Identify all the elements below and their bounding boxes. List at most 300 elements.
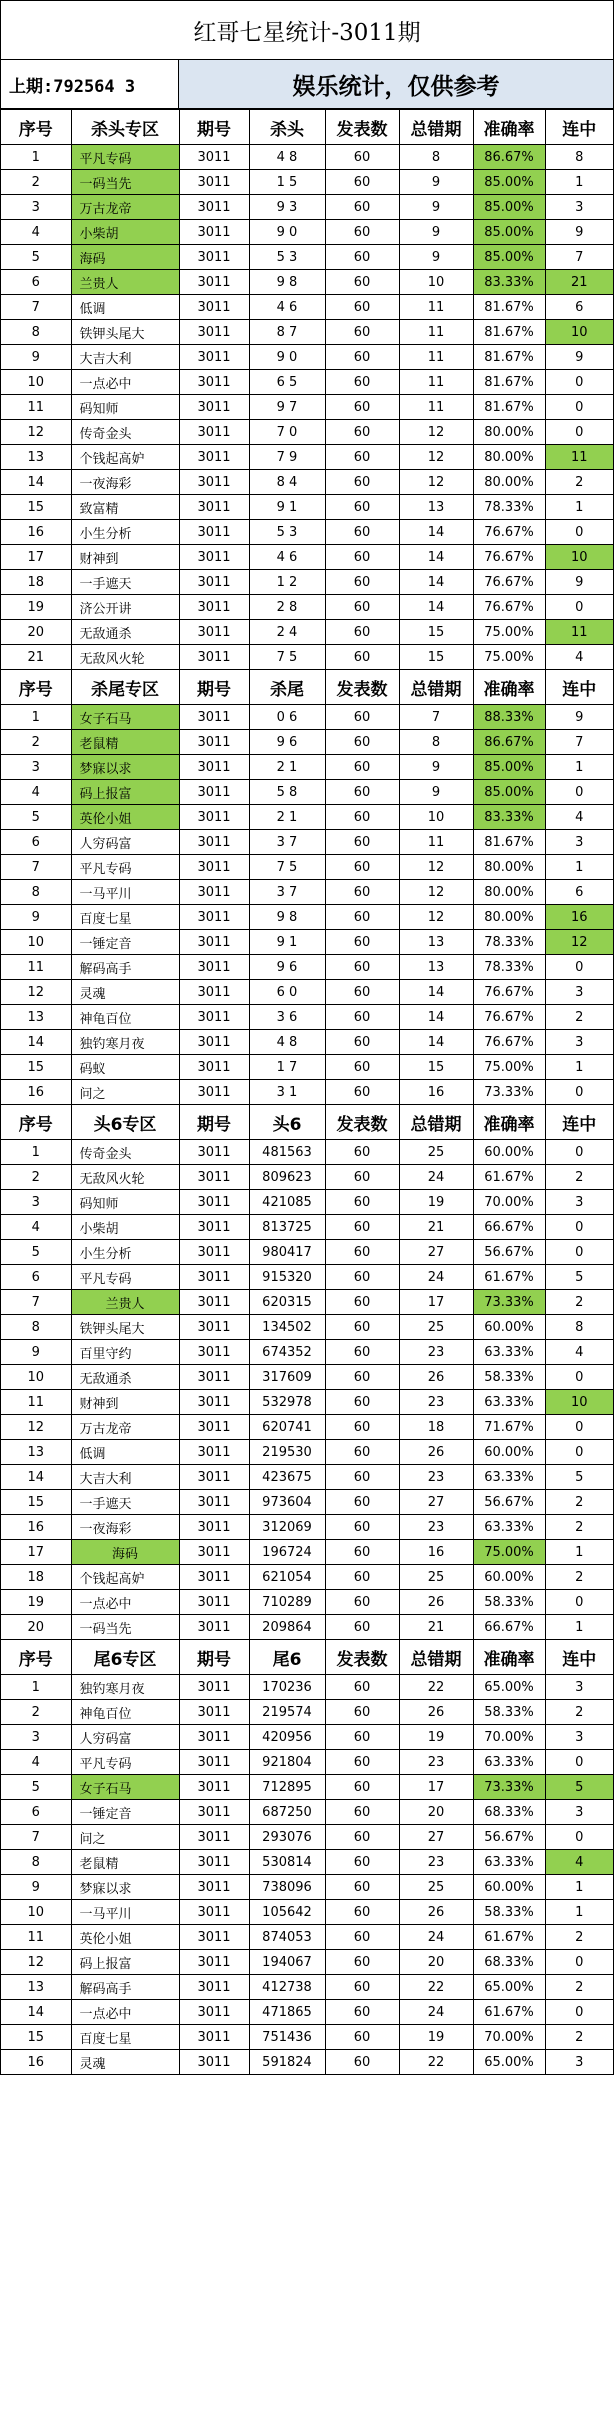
cell-rate: 75.00% — [473, 1540, 545, 1565]
table-row — [1, 1080, 613, 1105]
cell-name: 英伦小姐 — [71, 1925, 179, 1950]
cell-miss: 12 — [399, 905, 473, 930]
cell-streak: 6 — [545, 880, 613, 905]
cell-name: 一马平川 — [71, 880, 179, 905]
cell-value: 620741 — [249, 1415, 325, 1440]
cell-count: 60 — [325, 145, 399, 170]
table-row — [1, 955, 613, 980]
header-issue: 期号 — [179, 670, 249, 705]
cell-miss: 12 — [399, 470, 473, 495]
cell-value: 9 0 — [249, 345, 325, 370]
cell-name: 大吉大利 — [71, 1465, 179, 1490]
cell-value: 170236 — [249, 1675, 325, 1700]
cell-name: 小柴胡 — [71, 220, 179, 245]
header-index: 序号 — [1, 1105, 71, 1140]
cell-miss: 15 — [399, 620, 473, 645]
cell-issue: 3011 — [179, 1615, 249, 1640]
cell-streak: 10 — [545, 1390, 613, 1415]
cell-value: 3 7 — [249, 880, 325, 905]
cell-index: 5 — [1, 1775, 71, 1800]
table-row — [1, 520, 613, 545]
cell-miss: 13 — [399, 955, 473, 980]
cell-issue: 3011 — [179, 1675, 249, 1700]
table-row — [1, 805, 613, 830]
cell-count: 60 — [325, 1005, 399, 1030]
cell-value: 1 2 — [249, 570, 325, 595]
header-index: 序号 — [1, 670, 71, 705]
cell-issue: 3011 — [179, 1875, 249, 1900]
cell-name: 小柴胡 — [71, 1215, 179, 1240]
table-row — [1, 1675, 613, 1700]
table-row — [1, 930, 613, 955]
cell-miss: 17 — [399, 1775, 473, 1800]
cell-issue: 3011 — [179, 755, 249, 780]
cell-miss: 11 — [399, 295, 473, 320]
cell-streak: 2 — [545, 1290, 613, 1315]
table-row — [1, 2000, 613, 2025]
cell-rate: 80.00% — [473, 905, 545, 930]
cell-miss: 25 — [399, 1875, 473, 1900]
cell-rate: 85.00% — [473, 220, 545, 245]
cell-name: 百度七星 — [71, 905, 179, 930]
cell-issue: 3011 — [179, 1005, 249, 1030]
cell-rate: 66.67% — [473, 1215, 545, 1240]
cell-index: 15 — [1, 2025, 71, 2050]
cell-index: 7 — [1, 855, 71, 880]
cell-rate: 76.67% — [473, 595, 545, 620]
cell-streak: 0 — [545, 420, 613, 445]
cell-index: 14 — [1, 470, 71, 495]
cell-name: 梦寐以求 — [71, 1875, 179, 1900]
cell-index: 1 — [1, 705, 71, 730]
cell-count: 60 — [325, 1365, 399, 1390]
cell-issue: 3011 — [179, 1340, 249, 1365]
cell-count: 60 — [325, 570, 399, 595]
cell-streak: 4 — [545, 1340, 613, 1365]
cell-miss: 18 — [399, 1415, 473, 1440]
cell-value: 412738 — [249, 1975, 325, 2000]
cell-streak: 4 — [545, 645, 613, 670]
cell-miss: 15 — [399, 1055, 473, 1080]
cell-value: 9 6 — [249, 955, 325, 980]
cell-streak: 10 — [545, 545, 613, 570]
cell-issue: 3011 — [179, 930, 249, 955]
cell-issue: 3011 — [179, 1080, 249, 1105]
header-name: 头6专区 — [71, 1105, 179, 1140]
cell-index: 11 — [1, 1925, 71, 1950]
cell-value: 2 1 — [249, 755, 325, 780]
cell-index: 12 — [1, 1950, 71, 1975]
cell-miss: 13 — [399, 930, 473, 955]
cell-name: 神龟百位 — [71, 1700, 179, 1725]
cell-value: 7 0 — [249, 420, 325, 445]
cell-name: 问之 — [71, 1825, 179, 1850]
table-row — [1, 1055, 613, 1080]
table-row — [1, 1440, 613, 1465]
cell-count: 60 — [325, 370, 399, 395]
table-row — [1, 270, 613, 295]
cell-name: 一手遮天 — [71, 570, 179, 595]
cell-miss: 24 — [399, 1165, 473, 1190]
cell-streak: 3 — [545, 980, 613, 1005]
header-rate: 准确率 — [473, 110, 545, 145]
table-row — [1, 1290, 613, 1315]
cell-value: 219530 — [249, 1440, 325, 1465]
table-row — [1, 905, 613, 930]
header-rate: 准确率 — [473, 1105, 545, 1140]
section-header-row — [1, 1640, 613, 1675]
cell-miss: 16 — [399, 1080, 473, 1105]
table-row — [1, 445, 613, 470]
stats-table — [1, 109, 613, 2075]
cell-streak: 5 — [545, 1265, 613, 1290]
cell-index: 13 — [1, 1975, 71, 2000]
cell-index: 8 — [1, 880, 71, 905]
cell-count: 60 — [325, 980, 399, 1005]
cell-count: 60 — [325, 545, 399, 570]
cell-value: 219574 — [249, 1700, 325, 1725]
cell-value: 5 3 — [249, 245, 325, 270]
cell-name: 人穷码富 — [71, 1725, 179, 1750]
cell-name: 兰贵人 — [71, 1290, 179, 1315]
cell-issue: 3011 — [179, 1700, 249, 1725]
cell-streak: 0 — [545, 955, 613, 980]
cell-streak: 0 — [545, 520, 613, 545]
cell-index: 20 — [1, 1615, 71, 1640]
cell-streak: 2 — [545, 2025, 613, 2050]
cell-rate: 56.67% — [473, 1825, 545, 1850]
cell-streak: 2 — [545, 470, 613, 495]
cell-miss: 25 — [399, 1565, 473, 1590]
header-issue: 期号 — [179, 110, 249, 145]
cell-index: 8 — [1, 320, 71, 345]
cell-rate: 76.67% — [473, 520, 545, 545]
cell-rate: 81.67% — [473, 395, 545, 420]
cell-value: 921804 — [249, 1750, 325, 1775]
cell-value: 751436 — [249, 2025, 325, 2050]
cell-name: 传奇金头 — [71, 1140, 179, 1165]
cell-value: 813725 — [249, 1215, 325, 1240]
cell-index: 13 — [1, 1440, 71, 1465]
cell-rate: 60.00% — [473, 1140, 545, 1165]
cell-streak: 0 — [545, 1240, 613, 1265]
table-row — [1, 830, 613, 855]
cell-rate: 86.67% — [473, 730, 545, 755]
cell-miss: 26 — [399, 1700, 473, 1725]
cell-issue: 3011 — [179, 270, 249, 295]
cell-value: 973604 — [249, 1490, 325, 1515]
cell-streak: 0 — [545, 1415, 613, 1440]
cell-value: 4 6 — [249, 545, 325, 570]
cell-rate: 70.00% — [473, 1190, 545, 1215]
table-row — [1, 1825, 613, 1850]
cell-rate: 80.00% — [473, 880, 545, 905]
cell-streak: 8 — [545, 145, 613, 170]
cell-value: 915320 — [249, 1265, 325, 1290]
cell-rate: 76.67% — [473, 980, 545, 1005]
cell-name: 万古龙帝 — [71, 1415, 179, 1440]
header-miss: 总错期 — [399, 670, 473, 705]
cell-index: 18 — [1, 570, 71, 595]
cell-index: 16 — [1, 1080, 71, 1105]
cell-value: 4 6 — [249, 295, 325, 320]
cell-rate: 60.00% — [473, 1565, 545, 1590]
cell-count: 60 — [325, 1590, 399, 1615]
cell-miss: 9 — [399, 195, 473, 220]
cell-rate: 68.33% — [473, 1800, 545, 1825]
cell-index: 14 — [1, 1465, 71, 1490]
cell-streak: 1 — [545, 1615, 613, 1640]
cell-name: 百里守约 — [71, 1340, 179, 1365]
cell-count: 60 — [325, 420, 399, 445]
header-miss: 总错期 — [399, 1105, 473, 1140]
header-value: 杀尾 — [249, 670, 325, 705]
cell-value: 9 1 — [249, 930, 325, 955]
cell-count: 60 — [325, 1825, 399, 1850]
cell-count: 60 — [325, 1775, 399, 1800]
cell-rate: 60.00% — [473, 1875, 545, 1900]
table-row — [1, 855, 613, 880]
cell-rate: 70.00% — [473, 2025, 545, 2050]
cell-index: 14 — [1, 1030, 71, 1055]
cell-name: 兰贵人 — [71, 270, 179, 295]
cell-value: 710289 — [249, 1590, 325, 1615]
cell-rate: 63.33% — [473, 1515, 545, 1540]
cell-issue: 3011 — [179, 470, 249, 495]
last-issue-label: 上期:792564 3 — [1, 60, 179, 108]
cell-issue: 3011 — [179, 705, 249, 730]
cell-name: 无敌风火轮 — [71, 1165, 179, 1190]
cell-count: 60 — [325, 1140, 399, 1165]
cell-streak: 0 — [545, 2000, 613, 2025]
cell-count: 60 — [325, 1565, 399, 1590]
cell-name: 一手遮天 — [71, 1490, 179, 1515]
cell-count: 60 — [325, 1900, 399, 1925]
cell-issue: 3011 — [179, 730, 249, 755]
cell-miss: 22 — [399, 1975, 473, 2000]
cell-rate: 63.33% — [473, 1340, 545, 1365]
cell-value: 5 8 — [249, 780, 325, 805]
table-row — [1, 1165, 613, 1190]
cell-miss: 26 — [399, 1590, 473, 1615]
table-row — [1, 395, 613, 420]
cell-issue: 3011 — [179, 370, 249, 395]
cell-rate: 85.00% — [473, 755, 545, 780]
cell-value: 9 8 — [249, 270, 325, 295]
cell-rate: 81.67% — [473, 295, 545, 320]
cell-streak: 0 — [545, 595, 613, 620]
cell-issue: 3011 — [179, 1825, 249, 1850]
cell-value: 7 5 — [249, 645, 325, 670]
cell-name: 英伦小姐 — [71, 805, 179, 830]
cell-issue: 3011 — [179, 1750, 249, 1775]
cell-value: 2 1 — [249, 805, 325, 830]
cell-miss: 14 — [399, 570, 473, 595]
cell-rate: 63.33% — [473, 1750, 545, 1775]
table-row — [1, 1565, 613, 1590]
cell-miss: 19 — [399, 2025, 473, 2050]
cell-streak: 0 — [545, 395, 613, 420]
table-row — [1, 570, 613, 595]
table-row — [1, 1700, 613, 1725]
cell-miss: 25 — [399, 1315, 473, 1340]
cell-index: 19 — [1, 595, 71, 620]
cell-rate: 65.00% — [473, 2050, 545, 2075]
cell-name: 财神到 — [71, 1390, 179, 1415]
cell-rate: 76.67% — [473, 1005, 545, 1030]
cell-index: 7 — [1, 1290, 71, 1315]
cell-value: 481563 — [249, 1140, 325, 1165]
header-value: 头6 — [249, 1105, 325, 1140]
cell-index: 9 — [1, 1875, 71, 1900]
cell-issue: 3011 — [179, 495, 249, 520]
cell-count: 60 — [325, 1080, 399, 1105]
cell-index: 10 — [1, 370, 71, 395]
header-streak: 连中 — [545, 1105, 613, 1140]
table-row — [1, 220, 613, 245]
cell-streak: 1 — [545, 755, 613, 780]
cell-miss: 12 — [399, 420, 473, 445]
cell-rate: 78.33% — [473, 495, 545, 520]
cell-value: 9 3 — [249, 195, 325, 220]
cell-count: 60 — [325, 245, 399, 270]
cell-issue: 3011 — [179, 645, 249, 670]
cell-value: 105642 — [249, 1900, 325, 1925]
cell-streak: 0 — [545, 780, 613, 805]
cell-rate: 73.33% — [473, 1080, 545, 1105]
cell-rate: 60.00% — [473, 1315, 545, 1340]
cell-issue: 3011 — [179, 1950, 249, 1975]
cell-issue: 3011 — [179, 595, 249, 620]
cell-streak: 3 — [545, 1675, 613, 1700]
cell-count: 60 — [325, 730, 399, 755]
cell-issue: 3011 — [179, 1775, 249, 1800]
table-row — [1, 2050, 613, 2075]
cell-miss: 9 — [399, 220, 473, 245]
cell-count: 60 — [325, 830, 399, 855]
cell-issue: 3011 — [179, 780, 249, 805]
cell-rate: 71.67% — [473, 1415, 545, 1440]
table-row — [1, 980, 613, 1005]
cell-rate: 58.33% — [473, 1365, 545, 1390]
cell-count: 60 — [325, 2000, 399, 2025]
cell-issue: 3011 — [179, 295, 249, 320]
cell-index: 4 — [1, 780, 71, 805]
cell-name: 码知师 — [71, 395, 179, 420]
cell-name: 女子石马 — [71, 1775, 179, 1800]
cell-streak: 1 — [545, 1055, 613, 1080]
cell-count: 60 — [325, 930, 399, 955]
cell-count: 60 — [325, 320, 399, 345]
cell-issue: 3011 — [179, 1390, 249, 1415]
table-row — [1, 470, 613, 495]
cell-streak: 2 — [545, 1165, 613, 1190]
cell-index: 12 — [1, 420, 71, 445]
table-row — [1, 345, 613, 370]
cell-streak: 1 — [545, 495, 613, 520]
table-row — [1, 1590, 613, 1615]
header-value: 尾6 — [249, 1640, 325, 1675]
cell-index: 8 — [1, 1315, 71, 1340]
cell-miss: 23 — [399, 1340, 473, 1365]
table-row — [1, 705, 613, 730]
table-row — [1, 495, 613, 520]
cell-index: 6 — [1, 1800, 71, 1825]
cell-count: 60 — [325, 1540, 399, 1565]
cell-streak: 0 — [545, 1825, 613, 1850]
cell-streak: 3 — [545, 830, 613, 855]
cell-index: 4 — [1, 1215, 71, 1240]
cell-value: 687250 — [249, 1800, 325, 1825]
header-name: 杀头专区 — [71, 110, 179, 145]
cell-issue: 3011 — [179, 1900, 249, 1925]
header-miss: 总错期 — [399, 1640, 473, 1675]
cell-miss: 23 — [399, 1390, 473, 1415]
cell-rate: 80.00% — [473, 855, 545, 880]
cell-streak: 9 — [545, 345, 613, 370]
cell-issue: 3011 — [179, 1725, 249, 1750]
cell-streak: 6 — [545, 295, 613, 320]
cell-index: 15 — [1, 1055, 71, 1080]
cell-issue: 3011 — [179, 805, 249, 830]
cell-index: 16 — [1, 2050, 71, 2075]
cell-value: 423675 — [249, 1465, 325, 1490]
cell-rate: 81.67% — [473, 345, 545, 370]
cell-miss: 17 — [399, 1290, 473, 1315]
cell-name: 人穷码富 — [71, 830, 179, 855]
cell-name: 百度七星 — [71, 2025, 179, 2050]
cell-name: 平凡专码 — [71, 855, 179, 880]
cell-issue: 3011 — [179, 2050, 249, 2075]
table-row — [1, 780, 613, 805]
cell-name: 小生分析 — [71, 1240, 179, 1265]
cell-name: 码上报富 — [71, 780, 179, 805]
cell-value: 3 1 — [249, 1080, 325, 1105]
header-count: 发表数 — [325, 110, 399, 145]
cell-streak: 1 — [545, 1540, 613, 1565]
cell-miss: 21 — [399, 1615, 473, 1640]
cell-miss: 20 — [399, 1950, 473, 1975]
cell-index: 3 — [1, 1725, 71, 1750]
cell-name: 老鼠精 — [71, 730, 179, 755]
cell-count: 60 — [325, 2025, 399, 2050]
cell-streak: 2 — [545, 1925, 613, 1950]
cell-index: 6 — [1, 1265, 71, 1290]
section-header-row — [1, 670, 613, 705]
cell-streak: 10 — [545, 320, 613, 345]
cell-value: 809623 — [249, 1165, 325, 1190]
cell-count: 60 — [325, 1340, 399, 1365]
table-row — [1, 545, 613, 570]
cell-count: 60 — [325, 1875, 399, 1900]
cell-issue: 3011 — [179, 2000, 249, 2025]
cell-streak: 0 — [545, 1590, 613, 1615]
header-count: 发表数 — [325, 1640, 399, 1675]
table-row — [1, 1415, 613, 1440]
cell-index: 9 — [1, 1340, 71, 1365]
cell-value: 532978 — [249, 1390, 325, 1415]
cell-issue: 3011 — [179, 1465, 249, 1490]
table-row — [1, 1390, 613, 1415]
cell-count: 60 — [325, 1725, 399, 1750]
cell-miss: 16 — [399, 1540, 473, 1565]
cell-streak: 0 — [545, 1140, 613, 1165]
cell-issue: 3011 — [179, 1590, 249, 1615]
header-count: 发表数 — [325, 670, 399, 705]
header-streak: 连中 — [545, 110, 613, 145]
cell-issue: 3011 — [179, 855, 249, 880]
cell-streak: 2 — [545, 1490, 613, 1515]
